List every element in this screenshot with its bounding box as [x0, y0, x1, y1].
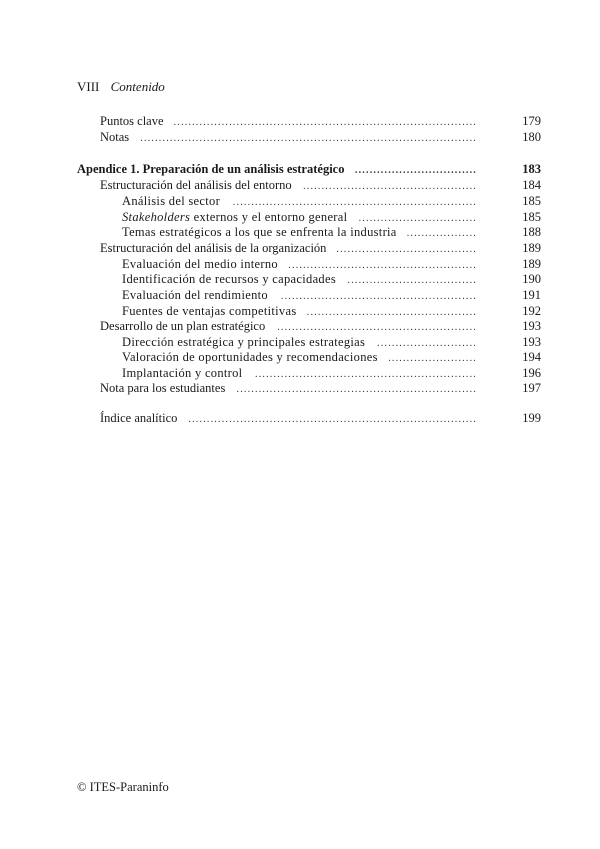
leader-dots: ................................... — [347, 275, 477, 286]
toc-entry-label: Valoración de oportunidades y recomendaciones — [122, 350, 378, 364]
leader-dots: ................................. — [354, 165, 477, 176]
toc-entry — [122, 350, 541, 365]
toc-entry-label: Implantación y control — [122, 366, 243, 380]
toc-entry — [122, 304, 541, 319]
toc-entry — [122, 272, 541, 287]
toc-entry — [100, 114, 541, 129]
toc-entry-label — [122, 210, 347, 225]
toc-entry-label: Análisis del sector — [122, 194, 221, 208]
toc-entry — [100, 411, 541, 426]
leader-dots: .................................................................. — [232, 197, 477, 208]
toc-entry-page: 188 — [522, 225, 541, 239]
leader-dots: ........................................................................................... — [140, 133, 477, 144]
toc-entry — [122, 257, 541, 272]
toc-entry-page: 180 — [522, 130, 541, 144]
toc-entry — [122, 366, 541, 381]
toc-entry — [100, 130, 541, 145]
toc-entry-page: 190 — [522, 272, 541, 286]
toc-entry — [100, 241, 541, 256]
header-page-number: VIII — [77, 79, 100, 94]
toc-entry-label: Estructuración del análisis de la organización — [100, 241, 327, 255]
toc-entry — [122, 210, 541, 225]
toc-entry-label: Estructuración del análisis del entorno — [100, 178, 292, 192]
toc-entry-label: Identificación de recursos y capacidades — [122, 272, 336, 286]
toc-entry-label: Notas — [100, 130, 130, 144]
leader-dots: ..................................................... — [280, 291, 477, 302]
toc-entry-label-rest: externos y el entorno general — [190, 210, 348, 224]
toc-entry-label: Temas estratégicos a los que se enfrenta la industria — [122, 225, 397, 239]
toc-entry-page: 199 — [522, 411, 541, 425]
toc-entry — [100, 381, 541, 396]
toc-entry-label: Evaluación del medio interno — [122, 257, 278, 271]
toc-entry — [122, 225, 541, 240]
toc-entry-page: 193 — [522, 335, 541, 349]
toc-entry-page: 192 — [522, 304, 541, 318]
leader-dots: ........................... — [377, 338, 477, 349]
toc-entry-page: 191 — [522, 288, 541, 302]
leader-dots: .................................................................................. — [173, 117, 477, 128]
toc-entry-label: Nota para los estudiantes — [100, 381, 226, 395]
leader-dots: ................................ — [358, 213, 477, 224]
toc-entry — [122, 288, 541, 303]
toc-entry-page: 193 — [522, 319, 541, 333]
leader-dots: ................... — [406, 228, 477, 239]
toc-entry-page: 196 — [522, 366, 541, 380]
toc-entry — [100, 319, 541, 334]
toc-entry-page: 184 — [522, 178, 541, 192]
toc-entry-label: Desarrollo de un plan estratégico — [100, 319, 266, 333]
toc-entry-label: Fuentes de ventajas competitivas — [122, 304, 297, 318]
footer-copyright: © ITES-Paraninfo — [77, 780, 169, 794]
toc-entry-page: 189 — [522, 241, 541, 255]
toc-entry-label: Apendice 1. Preparación de un análisis estratégico — [77, 162, 345, 176]
toc-entry-page: 189 — [522, 257, 541, 271]
leader-dots: ...................................................... — [277, 322, 477, 333]
leader-dots: ............................................... — [303, 181, 477, 192]
toc-entry — [122, 335, 541, 350]
leader-dots: ................................................... — [288, 260, 477, 271]
toc-entry-page: 185 — [522, 210, 541, 224]
leader-dots: ............................................................ — [255, 369, 477, 380]
running-header — [77, 79, 165, 95]
toc-entry-label: Dirección estratégica y principales estrategias — [122, 335, 366, 349]
leader-dots: ................................................................. — [236, 384, 477, 395]
header-title: Contenido — [110, 79, 165, 94]
toc-entry-page: 194 — [522, 350, 541, 364]
leader-dots: .............................................................................. — [188, 414, 477, 425]
toc-entry — [77, 162, 541, 177]
toc-entry-label: Puntos clave — [100, 114, 164, 128]
toc-entry-page: 197 — [522, 381, 541, 395]
toc-entry-page: 183 — [522, 162, 541, 176]
toc-entry-page: 185 — [522, 194, 541, 208]
toc-entry-label-italic: Stakeholders — [122, 210, 191, 224]
toc-entry-page: 179 — [522, 114, 541, 128]
leader-dots: ........................ — [388, 353, 477, 364]
leader-dots: .............................................. — [306, 307, 477, 318]
toc-entry — [100, 178, 541, 193]
toc-entry-label: Evaluación del rendimiento — [122, 288, 268, 302]
toc-entry — [122, 194, 541, 209]
toc-entry-label: Índice analítico — [100, 411, 178, 425]
leader-dots: ...................................... — [336, 244, 477, 255]
